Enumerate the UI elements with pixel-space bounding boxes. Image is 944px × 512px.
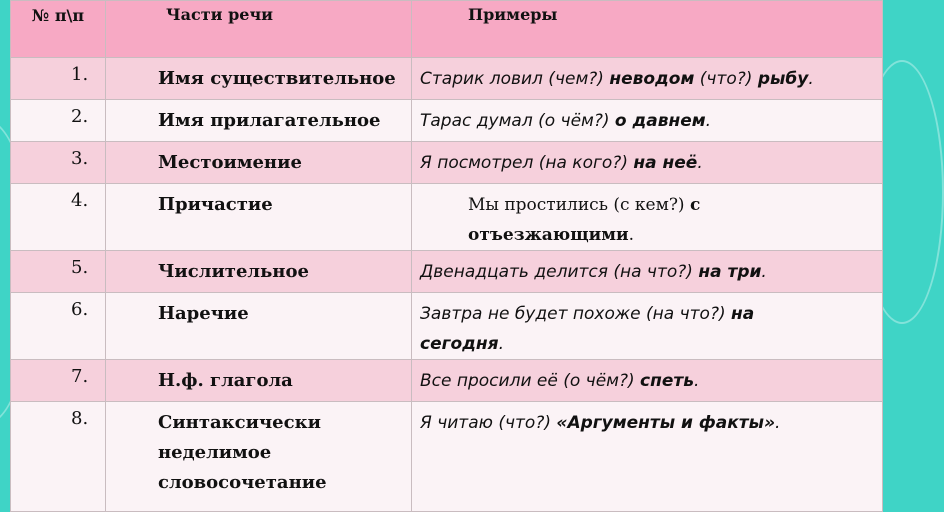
example-text: Все просили её (о чём?): [420, 371, 641, 391]
row-example: [412, 251, 883, 293]
example-text: Тарас думал (о чём?): [420, 111, 615, 131]
row-example: [412, 402, 883, 512]
row-part-of-speech: Н.ф. глагола: [106, 360, 412, 402]
example-bold: о давнем: [614, 111, 706, 131]
row-example: [412, 360, 883, 402]
table-row: [11, 251, 883, 293]
example-text: Двенадцать делится (на что?): [420, 262, 699, 282]
example-bold: спеть: [640, 371, 695, 391]
header-examples: Примеры: [412, 1, 883, 58]
example-text: .: [628, 225, 634, 245]
example-bold: на: [731, 304, 755, 324]
table-row: [11, 293, 883, 360]
example-bold: на три: [698, 262, 762, 282]
row-example: [412, 184, 883, 251]
example-text: Я читаю (что?): [420, 413, 557, 433]
row-part-of-speech: Числительное: [106, 251, 412, 293]
example-text: .: [761, 262, 767, 282]
example-bold: с: [689, 195, 701, 215]
row-part-of-speech: Имя прилагательное: [106, 100, 412, 142]
example-text: Я посмотрел (на кого?): [420, 153, 634, 173]
example-text: .: [775, 413, 781, 433]
row-number: 4.: [11, 184, 106, 251]
example-bold: сегодня: [420, 334, 499, 354]
row-number: 2.: [11, 100, 106, 142]
part-line: Синтаксически: [158, 412, 321, 433]
row-number: 5.: [11, 251, 106, 293]
example-text: .: [697, 153, 703, 173]
table-row: [11, 402, 883, 512]
example-text: .: [498, 334, 504, 354]
row-number: 1.: [11, 58, 106, 100]
example-text: Мы простились (с кем?): [468, 195, 690, 215]
example-text: (что?): [694, 69, 758, 89]
row-part-of-speech: [106, 402, 412, 512]
table-row: [11, 100, 883, 142]
row-part-of-speech: Причастие: [106, 184, 412, 251]
table-row: [11, 58, 883, 100]
example-text: Завтра не будет похоже (на что?): [420, 304, 732, 324]
row-part-of-speech: Наречие: [106, 293, 412, 360]
row-example: [412, 142, 883, 184]
table-row: [11, 184, 883, 251]
part-line: неделимое: [158, 442, 272, 463]
row-number: 3.: [11, 142, 106, 184]
example-bold: на неё: [633, 153, 698, 173]
header-parts-of-speech: Части речи: [106, 1, 412, 58]
table-header-row: [11, 1, 883, 58]
row-number: 7.: [11, 360, 106, 402]
part-line: словосочетание: [158, 472, 327, 493]
row-number: 8.: [11, 402, 106, 512]
header-number-text: № п\п: [31, 6, 85, 25]
parts-of-speech-table: [10, 0, 883, 512]
example-text: .: [808, 69, 814, 89]
row-example: [412, 293, 883, 360]
example-bold: неводом: [609, 69, 695, 89]
row-number: 6.: [11, 293, 106, 360]
row-example: [412, 58, 883, 100]
example-text: .: [694, 371, 700, 391]
table-row: [11, 142, 883, 184]
example-text: Старик ловил (чем?): [420, 69, 610, 89]
row-part-of-speech: Имя существительное: [106, 58, 412, 100]
grammar-table-container: [10, 0, 882, 493]
example-text: .: [705, 111, 712, 131]
example-bold: отъезжающими: [468, 225, 629, 245]
header-number: [11, 1, 106, 58]
row-example: [412, 100, 883, 142]
example-bold: «Аргументы и факты»: [556, 413, 776, 433]
table-row: [11, 360, 883, 402]
row-part-of-speech: Местоимение: [106, 142, 412, 184]
example-bold: рыбу: [757, 69, 809, 89]
